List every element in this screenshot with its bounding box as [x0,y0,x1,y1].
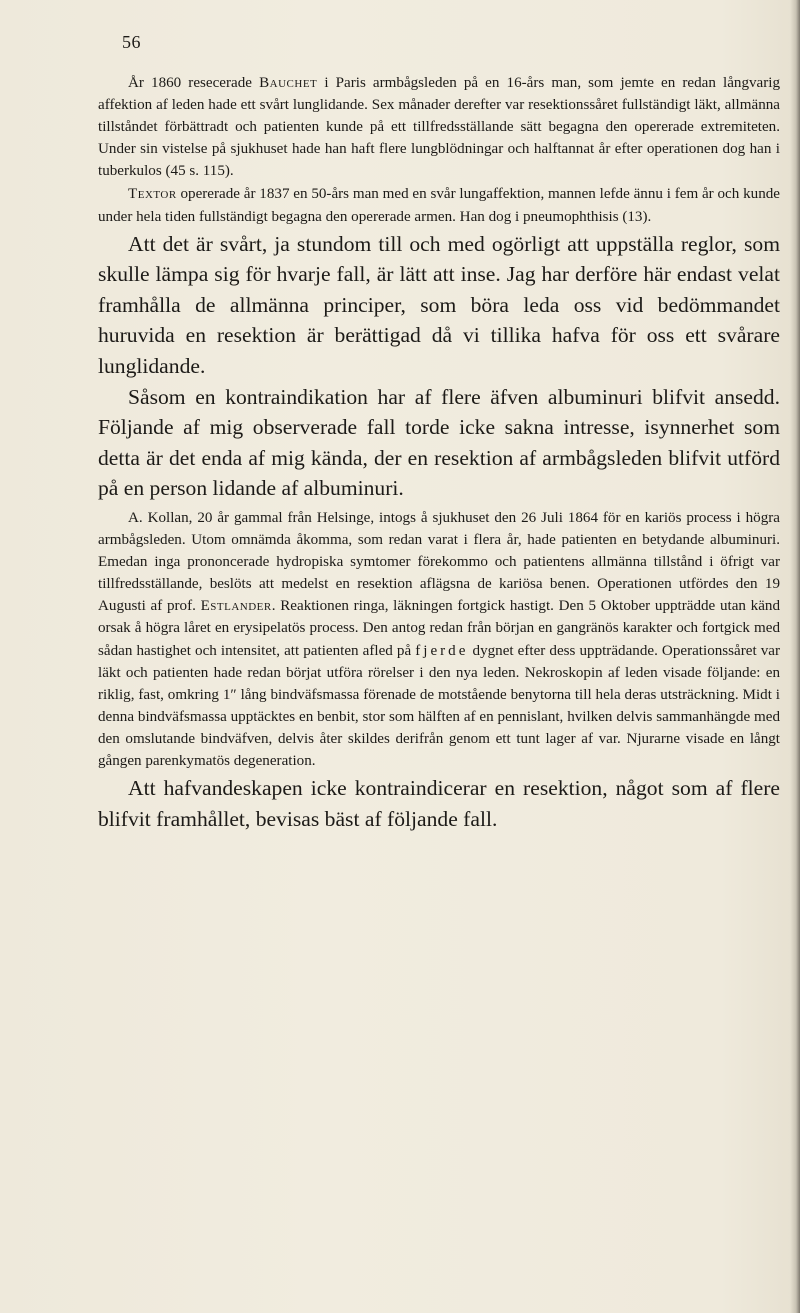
author-name: Textor [128,186,177,203]
paragraph-case-a-kollan [98,507,780,772]
text-run: Att det är svårt, ja stundom till och med ogörligt att uppställa reglor, som skulle lämpa sig för hvarje fall, är lätt att inse. Jag har derföre här endast velat framhålla de allmänna principer, som böra leda oss vid bedömmandet huruvida en resektion är berättigad då vi tillika hafva för oss ett svårare lunglidande. [98,231,780,379]
paragraph-bauchet-case [98,72,780,182]
paragraph-principles [98,229,780,382]
text-run: i Paris armbågsleden på en 16-års man, som jemte en redan långvarig affektion af leden hade ett svårt lunglidande. Sex månader derefter var resektionssåret fullständigt läkt, allmänna tillståndet förbättradt och patienten kunde på ett tillfredsställande sätt begagna den opererade extremiteten. Under sin vistelse på sjukhuset hade han haft flere lungblödningar och halftannat år efter operationen dog han i tuberkulos (45 s. 115). [98,75,781,180]
text-run: dygnet efter dess uppträdande. Operationssåret var läkt och patienten hade redan börjat utföra rörelser i den nya leden. Nekroskopin af leden visade följande: en riklig, fast, omkring 1″ lång bindväfsmassa förenade de motstående benytorna till hela deras utsträckning. Midt i denna bindväfsmassa upptäcktes en benbit, stor som hälften af en pennislant, hvilken delvis sammanhängde med den omslutande bindväfven, delvis åter skildes derifrån genom ett tunt lager af var. Njurarne visade en långt gången parenkymatös degeneration. [98,642,781,770]
paragraph-textor-case [98,183,780,227]
page-body [98,72,780,834]
text-run: Såsom en kontraindikation har af flere äfven albuminuri blifvit ansedd. Följande af mig observerade fall torde icke sakna intresse, isynnerhet som detta är det enda af mig kända, der en resektion af armbågsleden blifvit utförd på en person lidande af albuminuri. [98,384,780,501]
author-name: Bauchet [259,75,318,91]
paragraph-albuminuria [98,382,780,504]
author-name: Estlander [200,598,272,615]
text-run: A. Kollan, 20 år gammal från Helsinge, intogs å sjukhuset den 26 Juli 1864 för en kariös process i högra armbågsleden. Utom omnämda åkomma, som redan varat i flera år, hade patienten en betydande albuminuri. Emedan inga prononcerade hydropiska symtomer förekommo och patientens allmänna tillstånd i öfrigt var tillfredsställande, beslöts att medelst en resektion aflägsna de kariösa benen. Operationen utfördes den 19 Augusti af prof. [98,510,780,615]
text-run: . Reaktionen ringa, läkningen fortgick hastigt. Den 5 Oktober uppträdde utan känd orsak å högra låret en erysipelatös process. Den antog redan från början en gangränös karakter och fortgick med sådan hastighet och intensitet, att patienten afled på [98,598,780,659]
text-run: År 1860 resecerade [128,75,260,91]
page-edge-shadow [790,0,800,1313]
paragraph-pregnancy [98,773,780,834]
page-number: 56 [122,32,141,52]
text-run: Att hafvandeskapen icke kontraindicerar en resektion, något som af flere blifvit framhållet, bevisas bäst af följande fall. [98,776,780,831]
emphasized-word: fjerde [415,642,469,659]
text-run: opererade år 1837 en 50-års man med en svår lungaffektion, mannen lefde ännu i fem år och kunde under hela tiden fullständigt begagna den opererade armen. Han dog i pneumophthisis (13). [98,186,780,225]
